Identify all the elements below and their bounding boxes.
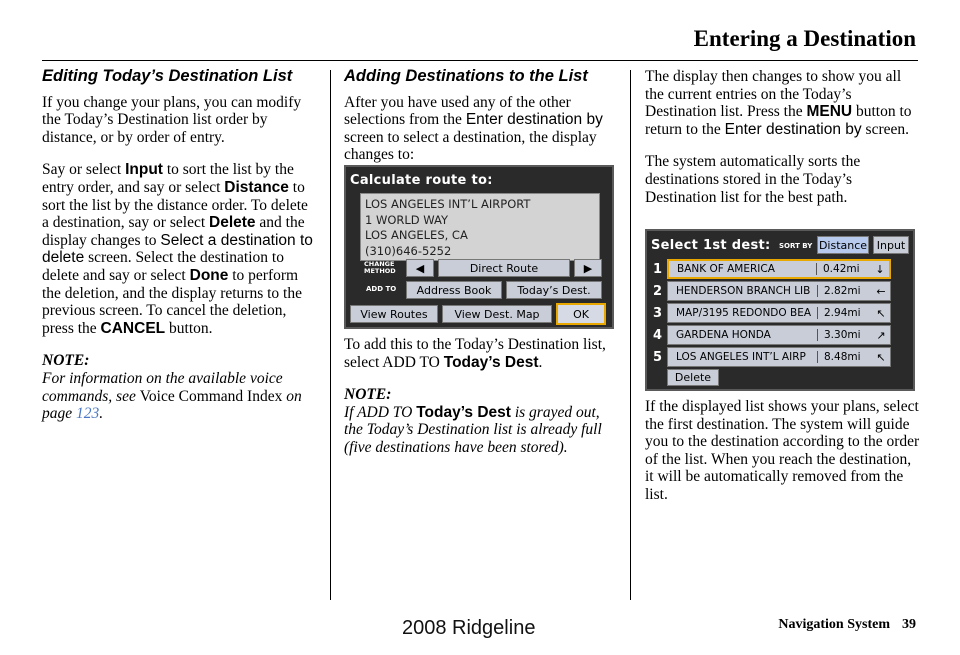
column-divider-1 <box>330 70 331 600</box>
term-enter-destination-by-2: Enter destination by <box>724 120 862 138</box>
column-sorting <box>645 68 920 221</box>
term-todays-dest: Today’s Dest <box>443 353 539 371</box>
todays-dest-button[interactable]: Today’s Dest. <box>506 281 602 299</box>
ok-button[interactable]: OK <box>556 303 606 325</box>
row-number: 5 <box>653 350 663 365</box>
term-done: Done <box>189 266 229 284</box>
term-select-destination-to-delete: Select a destination to delete <box>42 231 313 267</box>
route-prev-button[interactable]: ◀ <box>406 259 434 277</box>
page-link-123[interactable]: 123 <box>76 405 100 423</box>
paragraph-auto-sort: The system automatically sorts the destinations stored in the Today’s Destination list for the best path. <box>645 153 861 206</box>
screen-title: Calculate route to: <box>350 173 493 188</box>
term-input: Input <box>125 161 163 179</box>
direction-arrow-icon: ↓ <box>875 262 885 276</box>
nav-screen-calculate-route <box>344 165 614 329</box>
route-next-button[interactable]: ▶ <box>574 259 602 277</box>
term-distance: Distance <box>224 178 289 196</box>
address-book-button[interactable]: Address Book <box>406 281 502 299</box>
note-title: NOTE: <box>42 352 90 370</box>
column-editing <box>42 68 314 423</box>
list-item[interactable]: GARDENA HONDA 3.30mi ↗ <box>667 325 891 345</box>
paragraph-add-intro: After you have used any of the other selections from the Enter destination by screen to select a destination, the display changes to: <box>344 93 603 164</box>
paragraph-display-changes: The display then changes to show you all the current entries on the Today’s Destination list. Press the MENU button to return to the Enter destination by screen. <box>645 68 912 138</box>
destination-address-box: LOS ANGELES INT’L AIRPORT 1 WORLD WAY LOS ANGELES, CA (310)646-5252 <box>360 193 600 261</box>
term-menu: MENU <box>806 103 853 121</box>
nav-screen-select-first-dest <box>645 229 915 391</box>
row-number: 3 <box>653 306 663 321</box>
list-item[interactable]: MAP/3195 REDONDO BEA 2.94mi ↖ <box>667 303 891 323</box>
row-number: 2 <box>653 284 663 299</box>
screen-title-2: Select 1st dest: <box>651 238 771 253</box>
direction-arrow-icon: ↗ <box>876 328 886 342</box>
term-delete: Delete <box>209 214 256 232</box>
paragraph-edit-instructions: Say or select Input to sort the list by the entry order, and say or select Distance to sort the list by the distance order. To delete a destination, say or select Delete and the display changes to Select a destination to delete screen. Select the destination to delete and say or select Done to perform the deletion, and the display returns to the previous screen. To cancel the deletion, press the CANCEL button. <box>42 161 313 337</box>
column-divider-2 <box>630 70 631 600</box>
list-item[interactable]: HENDERSON BRANCH LIB 2.82mi ← <box>667 281 891 301</box>
paragraph-add-to-todays-dest: To add this to the Today’s Destination list, select ADD TO Today’s Dest. <box>344 336 606 371</box>
row-number: 1 <box>653 262 663 277</box>
note-voice-commands: For information on the available voice commands, see Voice Command Index on page 123. <box>42 369 302 423</box>
route-method-display: Direct Route <box>438 259 570 277</box>
column-adding <box>344 68 620 179</box>
footer-section-name: Navigation System <box>778 617 890 632</box>
list-item[interactable]: LOS ANGELES INT’L AIRP 8.48mi ↖ <box>667 347 891 367</box>
row-number: 4 <box>653 328 663 343</box>
page-header-title: Entering a Destination <box>693 26 916 51</box>
column-adding-continued <box>344 336 620 457</box>
page-number: 39 <box>902 617 916 632</box>
list-item[interactable]: BANK OF AMERICA 0.42mi ↓ <box>667 259 891 279</box>
change-method-label: CHANGE METHOD <box>364 260 396 275</box>
watermark-model: 2008 Ridgeline <box>402 617 536 639</box>
section-heading-adding: Adding Destinations to the List <box>344 67 588 85</box>
paragraph-select-first: If the displayed list shows your plans, select the first destination. The system will guide you to the destination according to the order of the list. When you reach the destination, it will be automatically removed from the list. <box>645 398 920 503</box>
view-dest-map-button[interactable]: View Dest. Map <box>442 305 552 323</box>
sort-by-label: SORT BY <box>779 242 813 250</box>
sort-input-button[interactable]: Input <box>873 236 909 254</box>
note-list-full: If ADD TO Today’s Dest is grayed out, the Today’s Destination list is already full (five destinations have been stored). <box>344 403 602 456</box>
page-footer <box>778 617 916 633</box>
sort-distance-button[interactable]: Distance <box>817 236 869 254</box>
direction-arrow-icon: ← <box>876 284 886 298</box>
term-enter-destination-by: Enter destination by <box>465 111 603 129</box>
column-sorting-continued <box>645 398 920 519</box>
paragraph-edit-intro: If you change your plans, you can modify the Today’s Destination list order by distance, or by order of entry. <box>42 93 302 146</box>
direction-arrow-icon: ↖ <box>876 306 886 320</box>
note-title-2: NOTE: <box>344 386 392 404</box>
view-routes-button[interactable]: View Routes <box>350 305 438 323</box>
direction-arrow-icon: ↖ <box>876 350 886 364</box>
add-to-label: ADD TO <box>366 285 397 293</box>
header-rule <box>42 60 918 61</box>
delete-button[interactable]: Delete <box>667 369 719 386</box>
term-cancel: CANCEL <box>100 319 166 337</box>
section-heading-editing: Editing Today’s Destination List <box>42 67 293 85</box>
